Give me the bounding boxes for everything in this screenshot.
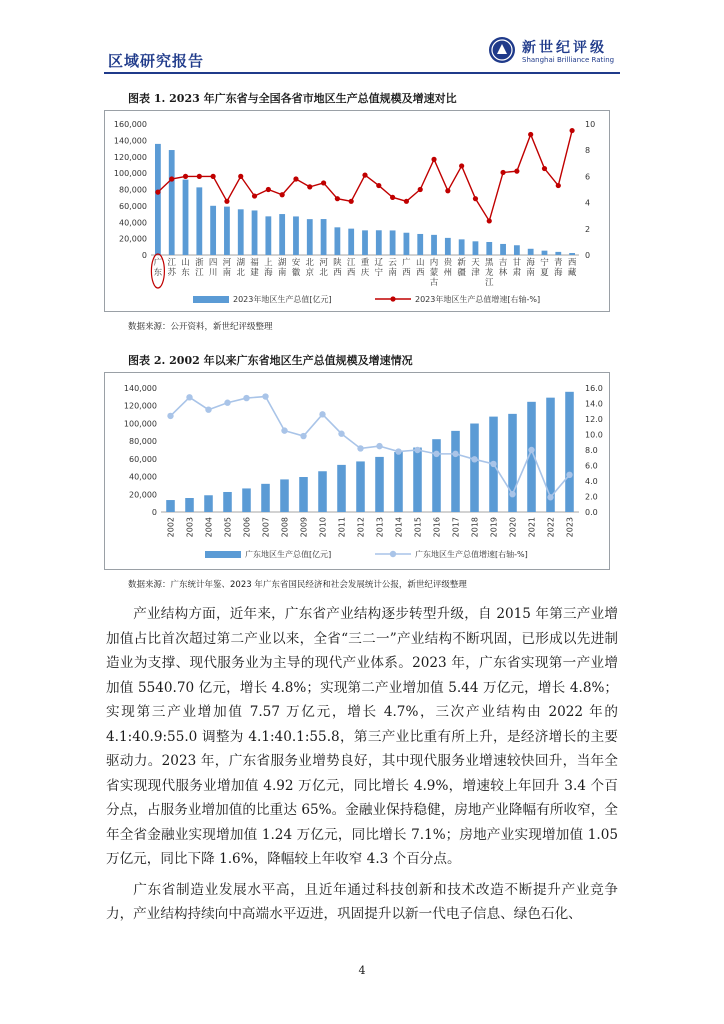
x-tick-label: 2019: [489, 517, 499, 538]
x-tick-label: 江西: [346, 258, 356, 278]
y-left-tick-label: 20,000: [119, 234, 147, 244]
x-tick-label: 黑龙江: [485, 258, 494, 288]
growth-point-2008: [281, 427, 287, 433]
growth-point-2020: [509, 491, 515, 497]
bar-2014: [394, 452, 403, 512]
x-tick-label: 2002: [166, 517, 176, 538]
bar-河北: [321, 219, 327, 255]
bar-福建: [252, 210, 258, 255]
bar-云南: [390, 230, 396, 255]
y-right-tick-label: 16.0: [585, 384, 603, 393]
y-left-tick-label: 40,000: [129, 472, 157, 482]
bar-吉林: [500, 244, 506, 255]
y-left-tick-label: 60,000: [129, 454, 157, 464]
y-right-tick-label: 6.0: [585, 461, 598, 471]
bar-2006: [242, 488, 251, 512]
x-tick-label: 辽宁: [374, 258, 384, 278]
x-tick-label: 2009: [299, 517, 309, 538]
growth-point-2016: [433, 451, 439, 457]
growth-point-江西: [349, 199, 354, 204]
bar-湖北: [238, 209, 244, 255]
bar-陕西: [334, 227, 340, 255]
y-right-tick-label: 4.0: [585, 477, 598, 486]
growth-point-河北: [321, 180, 326, 185]
x-tick-label: 2020: [508, 517, 518, 538]
y-right-tick-label: 2.0: [585, 492, 598, 502]
x-tick-label: 四川: [208, 258, 218, 278]
bar-山西: [417, 234, 423, 255]
y-left-tick-label: 60,000: [119, 201, 147, 211]
bar-辽宁: [376, 230, 382, 255]
bar-2009: [299, 477, 308, 512]
growth-point-甘肃: [514, 169, 519, 174]
x-tick-label: 陕西: [333, 258, 342, 278]
growth-point-江苏: [169, 176, 174, 181]
chart2-svg: [105, 373, 609, 569]
bar-2011: [337, 465, 346, 512]
y-left-tick-label: 100,000: [113, 169, 147, 179]
y-left-tick-label: 20,000: [129, 490, 157, 500]
bar-2016: [432, 439, 441, 512]
growth-point-陕西: [335, 196, 340, 201]
y-right-tick-label: 8.0: [585, 446, 598, 455]
legend-bar-swatch: [193, 296, 229, 303]
x-tick-label: 云南: [388, 258, 397, 278]
y-right-tick-label: 2: [585, 224, 591, 234]
growth-point-2013: [376, 443, 382, 449]
y-right-tick-label: 0: [585, 251, 591, 260]
growth-point-2010: [319, 411, 325, 417]
growth-point-上海: [266, 187, 271, 192]
bar-西藏: [569, 253, 575, 255]
x-tick-label: 2018: [470, 517, 480, 538]
x-tick-label: 浙江: [195, 258, 204, 278]
x-tick-label: 山西: [415, 258, 425, 278]
legend-line-label: 2023年地区生产总值增速[右轴-%]: [415, 295, 541, 304]
bar-甘肃: [514, 245, 520, 255]
legend-line-marker: [390, 296, 395, 301]
bar-2012: [356, 461, 365, 512]
x-tick-label: 上海: [264, 258, 273, 278]
legend-bar-swatch: [205, 551, 241, 558]
y-right-tick-label: 8: [585, 146, 591, 156]
growth-point-2004: [205, 407, 211, 413]
x-tick-label: 贵州: [443, 258, 453, 278]
figure2-chart: [104, 372, 610, 570]
growth-point-2015: [414, 447, 420, 453]
bar-2008: [280, 479, 289, 512]
bar-2023: [565, 392, 574, 512]
bar-2002: [166, 500, 175, 512]
report-section-title: 区域研究报告: [108, 52, 205, 70]
body-text: [106, 602, 618, 927]
bar-贵州: [445, 238, 451, 255]
y-right-tick-label: 12.0: [585, 415, 603, 424]
growth-point-贵州: [445, 188, 450, 193]
x-tick-label: 2012: [356, 517, 366, 538]
growth-point-2022: [547, 494, 553, 500]
x-tick-label: 2013: [375, 517, 385, 538]
growth-point-2019: [490, 461, 496, 467]
growth-point-青海: [556, 183, 561, 188]
x-tick-label: 天津: [471, 258, 480, 278]
bar-2018: [470, 424, 479, 512]
growth-point-西藏: [569, 128, 574, 133]
header-divider: [104, 72, 620, 74]
x-tick-label: 青海: [554, 258, 563, 278]
growth-point-2003: [186, 394, 192, 400]
y-left-tick-label: 120,000: [113, 152, 147, 162]
x-tick-label: 甘肃: [512, 258, 522, 278]
growth-point-广西: [404, 199, 409, 204]
bar-广东: [155, 144, 161, 255]
x-tick-label: 内蒙古: [429, 258, 439, 288]
growth-point-2007: [262, 393, 268, 399]
x-tick-label: 重庆: [360, 258, 370, 278]
growth-point-新疆: [459, 163, 464, 168]
growth-point-北京: [307, 184, 312, 189]
bar-2007: [261, 484, 270, 512]
growth-point-浙江: [197, 174, 202, 179]
growth-point-山西: [418, 187, 423, 192]
y-left-tick-label: 140,000: [123, 384, 157, 393]
bar-浙江: [196, 187, 202, 255]
bar-新疆: [459, 239, 465, 255]
figure2-caption: 图表 2. 2002 年以来广东省地区生产总值规模及增速情况: [128, 354, 413, 367]
legend-bar-label: 2023年地区生产总值[亿元]: [233, 295, 332, 304]
x-tick-label: 广西: [402, 258, 411, 278]
y-right-tick-label: 0.0: [585, 508, 598, 517]
growth-point-吉林: [500, 170, 505, 175]
growth-point-2021: [528, 447, 534, 453]
growth-point-山东: [183, 174, 188, 179]
growth-point-辽宁: [376, 183, 381, 188]
growth-point-2012: [357, 445, 363, 451]
x-tick-label: 2023: [565, 517, 575, 538]
y-left-tick-label: 140,000: [113, 136, 147, 146]
growth-point-2002: [167, 413, 173, 419]
y-left-tick-label: 100,000: [123, 419, 157, 429]
logo-english-name: Shanghai Brilliance Rating: [522, 56, 615, 64]
paragraph-manufacturing: 广东省制造业发展水平高，且近年通过科技创新和技术改造不断提升产业竞争力，产业结构持续向中高端水平迈进，巩固提升以新一代电子信息、绿色石化、: [106, 881, 618, 922]
x-tick-label: 吉林: [498, 258, 508, 278]
x-tick-label: 新疆: [457, 258, 466, 278]
growth-point-湖南: [280, 192, 285, 197]
y-left-tick-label: 80,000: [129, 437, 157, 447]
growth-point-2014: [395, 448, 401, 454]
bar-天津: [473, 241, 479, 255]
growth-point-2009: [300, 433, 306, 439]
x-tick-label: 河南: [222, 258, 232, 278]
x-tick-label: 2022: [546, 517, 556, 538]
logo-chinese-name: 新世纪评级: [522, 40, 607, 56]
growth-point-湖北: [238, 174, 243, 179]
y-left-tick-label: 0: [141, 251, 147, 260]
y-left-tick-label: 80,000: [119, 185, 147, 195]
growth-point-广东: [155, 190, 160, 195]
growth-point-内蒙古: [431, 157, 436, 162]
x-tick-label: 2008: [280, 517, 290, 538]
y-left-tick-label: 0: [151, 508, 157, 517]
bar-江西: [348, 229, 354, 255]
x-tick-label: 广东: [153, 258, 163, 278]
growth-point-2005: [224, 400, 230, 406]
x-tick-label: 福建: [250, 258, 259, 278]
y-left-tick-label: 160,000: [113, 120, 147, 129]
y-right-tick-label: 14.0: [585, 399, 603, 409]
x-tick-label: 2011: [337, 517, 347, 538]
bar-北京: [307, 219, 313, 255]
x-tick-label: 2021: [527, 517, 537, 538]
chart1-svg: [105, 111, 609, 311]
bar-山东: [183, 180, 189, 255]
growth-point-安徽: [293, 176, 298, 181]
y-left-tick-label: 120,000: [123, 401, 157, 411]
bar-2003: [185, 498, 194, 512]
bar-内蒙古: [431, 235, 437, 255]
bar-2004: [204, 495, 213, 512]
x-tick-label: 2006: [242, 517, 252, 538]
x-tick-label: 2015: [413, 517, 423, 538]
bar-宁夏: [542, 251, 548, 255]
x-tick-label: 安徽: [291, 258, 301, 278]
figure1-caption: 图表 1. 2023 年广东省与全国各省市地区生产总值规模及增速对比: [128, 92, 457, 105]
x-tick-label: 湖北: [236, 258, 245, 278]
growth-point-宁夏: [542, 166, 547, 171]
bar-黑龙江: [486, 242, 492, 255]
bar-海南: [528, 249, 534, 255]
growth-point-海南: [528, 132, 533, 137]
growth-point-云南: [390, 195, 395, 200]
bar-重庆: [362, 230, 368, 255]
growth-point-重庆: [362, 172, 367, 177]
x-tick-label: 宁夏: [540, 258, 549, 278]
growth-point-2023: [566, 472, 572, 478]
bar-河南: [224, 207, 230, 255]
growth-point-四川: [211, 174, 216, 179]
x-tick-label: 2003: [185, 517, 195, 538]
x-tick-label: 2014: [394, 517, 404, 538]
paragraph-industry-structure: 产业结构方面，近年来，广东省产业结构逐步转型升级，自 2015 年第三产业增加值占比首次超过第二产业以来，全省“三二一”产业结构不断巩固，已形成以先进制造业为支撑、现代服务业为主导的现代产业体系。2023 年，广东省实现第一产业增加值 5540.70 亿元，增长 4.8%；实现第二产业增加值 5.44 万亿元，增长 4.8%；实现第三产业增加值 7.57 万亿元，增长 4.7%，三次产业结构由 2022 年的 4.1:40.9:55.0 调整为 4.1:40.1:55.8，第三产业比重有所上升，是经济增长的主要驱动力。2023 年，广东省服务业增势良好，其中现代服务业增速较快回升，当年全省实现现代服务业增加值 4.92 万亿元，同比增长 4.9%，增速较上年回升 3.4 个百分点，占服务业增加值的比重达 65%。金融业保持稳健，房地产业降幅有所收窄，全年全省金融业实现增加值 1.24 万亿元，同比增长 7.1%；房地产业实现增加值 1.05 万亿元，同比下降 1.6%，降幅较上年收窄 4.3 个百分点。: [106, 606, 618, 867]
legend-bar-label: 广东地区生产总值[亿元]: [245, 550, 332, 559]
brand-logo: [488, 36, 618, 70]
bar-江苏: [169, 150, 175, 255]
page-number: 4: [358, 964, 366, 977]
y-right-tick-label: 4: [585, 198, 591, 208]
bar-四川: [210, 206, 216, 255]
x-tick-label: 2016: [432, 517, 442, 538]
figure2-source: 数据来源：广东统计年鉴、2023 年广东省国民经济和社会发展统计公报，新世纪评级整理: [128, 580, 467, 590]
y-right-tick-label: 10: [585, 120, 596, 129]
growth-point-福建: [252, 193, 257, 198]
growth-point-2017: [452, 451, 458, 457]
bar-广西: [404, 233, 410, 255]
x-tick-label: 山东: [181, 258, 190, 278]
x-tick-label: 2017: [451, 517, 461, 538]
seal-icon: [488, 36, 516, 64]
growth-point-天津: [473, 196, 478, 201]
growth-point-2011: [338, 431, 344, 437]
x-tick-label: 河北: [319, 258, 328, 278]
x-tick-label: 西藏: [567, 258, 577, 278]
bar-2017: [451, 431, 460, 512]
growth-point-2018: [471, 456, 477, 462]
x-tick-label: 湖南: [277, 258, 287, 278]
x-tick-label: 2010: [318, 517, 328, 538]
x-tick-label: 2007: [261, 517, 271, 538]
figure1-source: 数据来源：公开资料，新世纪评级整理: [128, 322, 273, 332]
bar-上海: [265, 216, 271, 255]
bar-湖南: [279, 214, 285, 255]
bar-2013: [375, 457, 384, 512]
y-left-tick-label: 40,000: [119, 218, 147, 228]
x-tick-label: 江苏: [167, 258, 176, 278]
bar-2005: [223, 492, 232, 512]
x-tick-label: 2004: [204, 517, 214, 538]
bar-2010: [318, 471, 327, 512]
bar-2015: [413, 448, 422, 512]
page-header: [0, 0, 724, 78]
bar-安徽: [293, 216, 299, 255]
legend-line-marker: [390, 551, 396, 557]
x-tick-label: 北京: [305, 258, 315, 278]
bar-青海: [555, 252, 561, 255]
growth-point-黑龙江: [487, 218, 492, 223]
figure1-chart: [104, 110, 610, 312]
growth-point-2006: [243, 395, 249, 401]
growth-point-河南: [224, 199, 229, 204]
y-right-tick-label: 6: [585, 172, 591, 182]
x-tick-label: 2005: [223, 517, 233, 538]
x-tick-label: 海南: [526, 258, 535, 278]
legend-line-label: 广东地区生产总值增速[右轴-%]: [415, 550, 528, 559]
y-right-tick-label: 10.0: [585, 430, 603, 440]
